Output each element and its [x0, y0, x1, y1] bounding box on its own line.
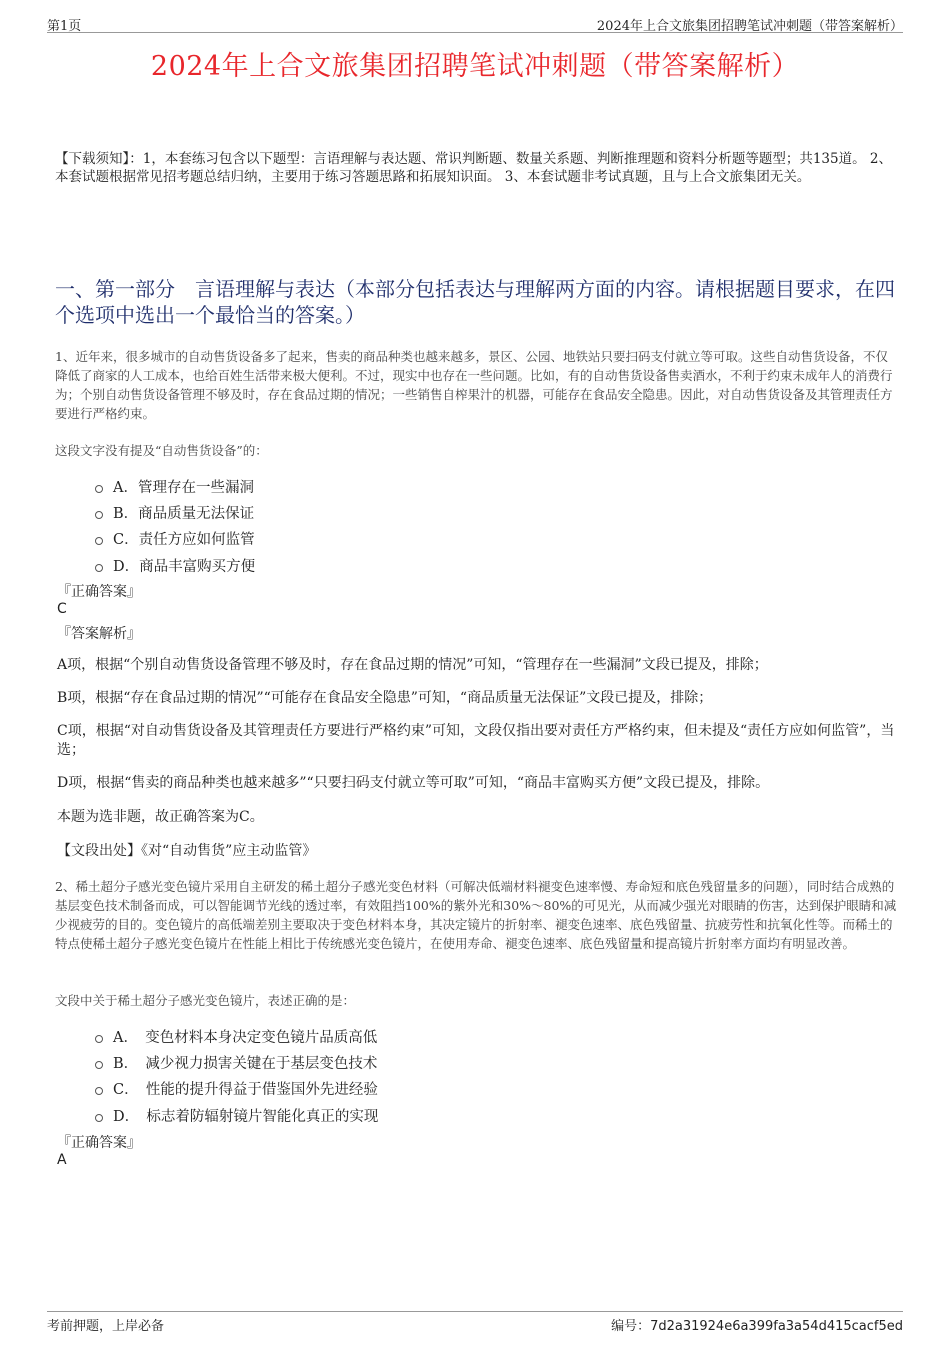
analysis-conclusion: 本题为选非题，故正确答案为C。 — [57, 809, 264, 825]
question-1-option-d[interactable] — [95, 552, 255, 578]
radio-icon[interactable] — [95, 537, 103, 545]
radio-icon[interactable] — [95, 1035, 103, 1043]
question-2-answer: A — [57, 1152, 67, 1168]
radio-icon[interactable] — [95, 1061, 103, 1069]
question-1-answer-label: 『正确答案』 — [57, 584, 141, 600]
question-2-option-a[interactable] — [95, 1023, 378, 1049]
question-1-option-c[interactable] — [95, 526, 255, 552]
question-2-options — [95, 1023, 378, 1128]
option-label: D． 标志着防辐射镜片智能化真正的实现 — [113, 1108, 379, 1125]
code-label: 编号： — [611, 1319, 651, 1334]
question-1-stem: 这段文字没有提及“自动售货设备”的： — [55, 443, 268, 458]
question-1-answer: C — [57, 601, 67, 617]
document-code — [611, 1315, 903, 1334]
radio-icon[interactable] — [95, 511, 103, 519]
option-label: A．管理存在一些漏洞 — [113, 479, 254, 496]
analysis-item-d: D项，根据“售卖的商品种类也越来越多”“只要扫码支付就立等可取”可知，“商品丰富购买方便”文段已提及，排除。 — [57, 775, 770, 791]
radio-icon[interactable] — [95, 1114, 103, 1122]
question-2-option-c[interactable] — [95, 1076, 378, 1102]
section-title: 一、第一部分 言语理解与表达（本部分包括表达与理解两方面的内容。请根据题目要求，在四个选项中选出一个最恰当的答案。） — [55, 277, 895, 327]
footer-slogan: 考前押题，上岸必备 — [47, 1319, 165, 1334]
question-2-option-b[interactable] — [95, 1049, 378, 1075]
page-number: 第1页 — [47, 19, 82, 34]
question-2-stem: 文段中关于稀土超分子感光变色镜片，表述正确的是： — [55, 993, 356, 1008]
option-label: B． 减少视力损害关键在于基层变色技术 — [113, 1055, 378, 1072]
radio-icon[interactable] — [95, 485, 103, 493]
page-footer — [47, 1311, 903, 1332]
option-label: D．商品丰富购买方便 — [113, 558, 256, 575]
analysis-item-b: B项，根据“存在食品过期的情况”“可能存在食品安全隐患”可知，“商品质量无法保证”文段已提及，排除； — [57, 690, 713, 706]
option-label: C． 性能的提升得益于借鉴国外先进经验 — [113, 1082, 378, 1099]
header-doc-title: 2024年上合文旅集团招聘笔试冲刺题（带答案解析） — [596, 19, 903, 34]
radio-icon[interactable] — [95, 564, 103, 572]
option-label: C．责任方应如何监管 — [113, 532, 255, 549]
question-1-source: 【文段出处】《对“自动售货”应主动监管》 — [57, 843, 317, 859]
analysis-item-c: C项，根据“对自动售货设备及其管理责任方要进行严格约束”可知，文段仅指出要对责任方严格约束，但未提及“责任方应如何监管”，当选； — [57, 723, 895, 758]
document-title: 2024年上合文旅集团招聘笔试冲刺题（带答案解析） — [150, 51, 800, 82]
option-label: A． 变色材料本身决定变色镜片品质高低 — [113, 1029, 378, 1046]
code-value: 7d2a31924e6a399fa3a54d415cacf5ed — [650, 1319, 903, 1334]
radio-icon[interactable] — [95, 1087, 103, 1095]
question-1-passage: 1、近年来，很多城市的自动售货设备多了起来，售卖的商品种类也越来越多，景区、公园、地铁站只要扫码支付就立等可取。这些自动售货设备，不仅降低了商家的人工成本，也给百姓生活带来极大便利。不过，现实中也存在一些问题。比如，有的自动售货设备售卖酒水，不利于约束未成年人的消费行为；个别自动售货设备管理不够及时，存在食品过期的情况；一些销售自榨果汁的机器，可能存在食品安全隐患。因此，对自动售货设备及其管理责任方要进行严格约束。 — [55, 349, 893, 421]
question-2-option-d[interactable] — [95, 1102, 378, 1128]
question-2-answer-label: 『正确答案』 — [57, 1135, 141, 1151]
question-1-option-b[interactable] — [95, 499, 255, 525]
download-notice: 【下载须知】：1，本套练习包含以下题型：言语理解与表达题、常识判断题、数量关系题、判断推理题和资料分析题等题型；共135道。 2、本套试题根据常见招考题总结归纳，主要用于练习答题思路和拓展知识面。 3、本套试题非考试真题，且与上合文旅集团无关。 — [55, 151, 892, 185]
option-label: B．商品质量无法保证 — [113, 505, 255, 522]
question-1-analysis-label: 『答案解析』 — [57, 626, 141, 642]
page-header — [47, 14, 903, 33]
question-1-options — [95, 473, 255, 578]
question-1-option-a[interactable] — [95, 473, 255, 499]
analysis-item-a: A项，根据“个别自动售货设备管理不够及时，存在食品过期的情况”可知，“管理存在一些漏洞”文段已提及，排除； — [57, 657, 768, 673]
question-2-passage: 2、稀土超分子感光变色镜片采用自主研发的稀土超分子感光变色材料（可解决低端材料褪变色速率慢、寿命短和底色残留量多的问题），同时结合成熟的基层变色技术制备而成，可以智能调节光线的透过率，有效阻挡100%的紫外光和30%～80%的可见光，从而减少强光对眼睛的伤害，达到保护眼睛和减少视疲劳的目的。变色镜片的高低端差别主要取决于变色材料本身，其决定镜片的折射率、褪变色速率、底色残留量、抗疲劳性和抗氧化性等。而稀土的特点使稀土超分子感光变色镜片在性能上相比于传统感光变色镜片，在使用寿命、褪变色速率、底色残留量和提高镜片折射率方面均有明显改善。 — [55, 879, 897, 951]
